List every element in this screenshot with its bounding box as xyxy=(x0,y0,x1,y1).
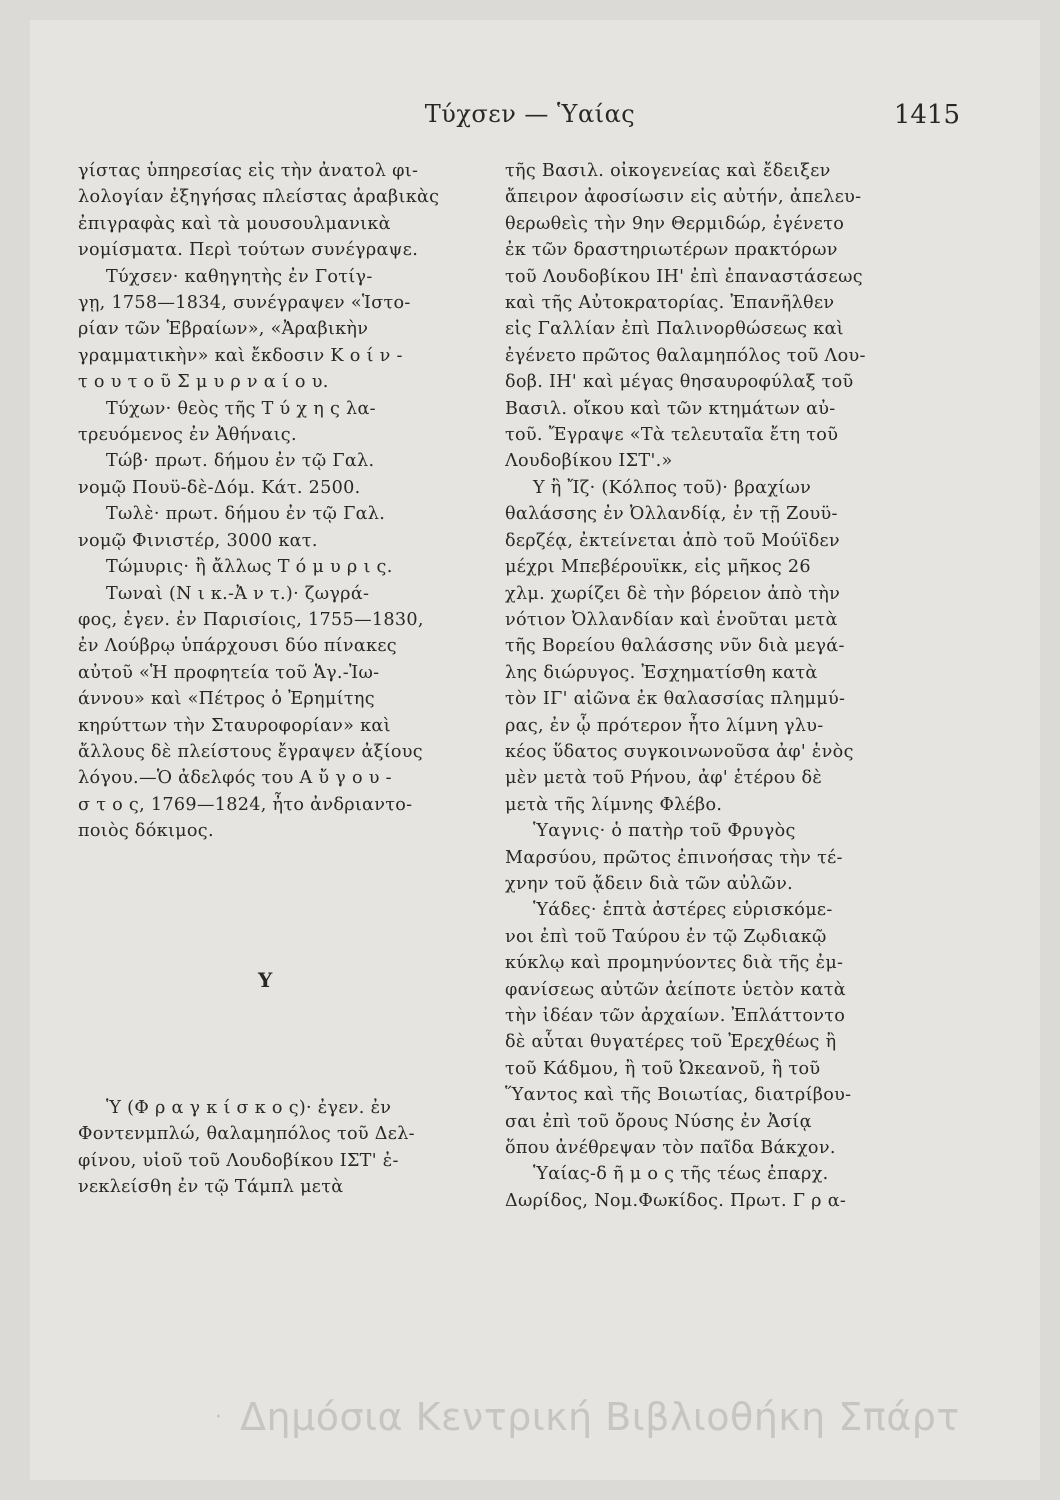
text-line: Φοντενμπλώ, θαλαμηπόλος τοῦ Δελ- xyxy=(78,1124,415,1145)
text-line: Δωρίδος, Νομ.Φωκίδος. Πρωτ. Γ ρ α- xyxy=(505,1190,847,1211)
left-column-continuation xyxy=(78,1095,468,1201)
watermark-dot: · xyxy=(215,1405,222,1430)
text-line: λολογίαν ἐξηγήσας πλείστας ἀραβικὰς xyxy=(78,187,440,208)
text-line: τοῦ Κάδμου, ἢ τοῦ Ὠκεανοῦ, ἢ τοῦ xyxy=(505,1058,821,1079)
page-header xyxy=(60,100,1000,150)
text-line: τὸν ΙΓ' αἰῶνα ἐκ θαλασσίας πλημμύ- xyxy=(505,689,846,710)
text-line: Ὑ (Φ ρ α γ κ ί σ κ ο ς)· ἐγεν. ἐν xyxy=(106,1098,392,1118)
text-line: τὴν ἰδέαν τῶν ἀρχαίων. Ἐπλάττοντο xyxy=(505,1006,846,1026)
text-line: τοῦ. Ἔγραψε «Τὰ τελευταῖα ἔτη τοῦ xyxy=(505,425,839,446)
text-line: ἐκ τῶν δραστηριωτέρων πρακτόρων xyxy=(505,240,838,261)
left-column xyxy=(78,158,468,845)
text-line: Ὑαίας-δ ῆ μ ο ς τῆς τέως ἐπαρχ. xyxy=(533,1164,829,1185)
text-line: Τωλὲ· πρωτ. δήμου ἐν τῷ Γαλ. xyxy=(106,504,386,525)
library-watermark: Δημόσια Κεντρική Βιβλιοθήκη Σπάρτ xyxy=(240,1395,960,1439)
text-line: Τώμυρις· ἢ ἄλλως Τ ό μ υ ρ ι ς. xyxy=(106,557,393,578)
text-line: τοῦ Λουδοβίκου ΙΗ' ἐπὶ ἐπαναστάσεως xyxy=(505,266,863,287)
text-line: Τύχων· θεὸς τῆς Τ ύ χ η ς λα- xyxy=(106,398,376,419)
text-line: κέος ὕδατος συγκοινωνοῦσα ἀφ' ἑνὸς xyxy=(505,741,854,762)
text-line: γῃ, 1758—1834, συνέγραψεν «Ἱστο- xyxy=(78,293,411,314)
text-line: αὐτοῦ «Ἡ προφητεία τοῦ Ἁγ.-Ἰω- xyxy=(78,662,380,683)
text-line: ποιὸς δόκιμος. xyxy=(78,821,214,842)
text-line: δὲ αὗται θυγατέρες τοῦ Ἐρεχθέως ἢ xyxy=(505,1032,837,1053)
text-line: θαλάσσης ἐν Ὀλλανδίᾳ, ἐν τῇ Ζουϋ- xyxy=(505,504,838,525)
text-line: ρίαν τῶν Ἑβραίων», «Ἀραβικὴν xyxy=(78,319,369,340)
text-line: ἄλλους δὲ πλείστους ἔγραψεν ἀξίους xyxy=(78,741,423,762)
text-line: Βασιλ. οἴκου καὶ τῶν κτημάτων αὐ- xyxy=(505,398,836,419)
text-line: χλμ. χωρίζει δὲ τὴν βόρειον ἀπὸ τὴν xyxy=(505,583,841,604)
text-line: Τώβ· πρωτ. δήμου ἐν τῷ Γαλ. xyxy=(106,451,375,472)
text-line: Τύχσεν· καθηγητὴς ἐν Γοτίγ- xyxy=(106,266,373,287)
text-line: φανίσεως αὐτῶν ἀείποτε ὑετὸν κατὰ xyxy=(505,979,846,1000)
text-line: νότιον Ὀλλανδίαν καὶ ἑνοῦται μετὰ xyxy=(505,609,838,630)
text-line: μὲν μετὰ τοῦ Ρήνου, ἀφ' ἑτέρου δὲ xyxy=(505,768,823,789)
text-line: λης διώρυγος. Ἐσχηματίσθη κατὰ xyxy=(505,662,818,683)
text-line: φίνου, υἱοῦ τοῦ Λουδοβίκου ΙΣΤ' ἐ- xyxy=(78,1150,399,1171)
text-line: εἰς Γαλλίαν ἐπὶ Παλινορθώσεως καὶ xyxy=(505,319,844,340)
text-line: σ τ ο ς, 1769—1824, ἦτο ἀνδριαντο- xyxy=(78,794,413,815)
text-line: Υ ἢ Ἴζ· (Κόλπος τοῦ)· βραχίων xyxy=(533,477,812,498)
running-title: Τύχσεν — Ὑαίας xyxy=(424,100,636,128)
text-line: τ ο υ τ ο ῦ Σ μ υ ρ ν α ί ο υ. xyxy=(78,372,329,393)
text-line: ἐπιγραφὰς καὶ τὰ μουσουλμανικὰ xyxy=(78,213,391,234)
text-line: τρευόμενος ἐν Ἀθήναις. xyxy=(78,425,297,446)
text-line: ρας, ἐν ᾧ πρότερον ἦτο λίμνη γλυ- xyxy=(505,715,824,736)
text-line: ἄπειρον ἀφοσίωσιν εἰς αὐτήν, ἀπελευ- xyxy=(505,187,862,208)
text-line: χνην τοῦ ᾄδειν διὰ τῶν αὐλῶν. xyxy=(505,873,793,894)
text-line: ἐγένετο πρῶτος θαλαμηπόλος τοῦ Λου- xyxy=(505,345,866,366)
text-line: ὅπου ἀνέθρεψαν τὸν παῖδα Βάκχον. xyxy=(505,1138,836,1159)
text-line: δερζέᾳ, ἐκτείνεται ἀπὸ τοῦ Μούϊδεν xyxy=(505,530,840,551)
text-line: ἐν Λούβρῳ ὑπάρχουσι δύο πίνακες xyxy=(78,636,397,657)
text-line: Τωναὶ (Ν ι κ.-Ἀ ν τ.)· ζωγρά- xyxy=(106,583,370,604)
text-line: νομῷ Πουϋ-δὲ-Δόμ. Κάτ. 2500. xyxy=(78,477,361,498)
text-line: Μαρσύου, πρῶτος ἐπινοήσας τὴν τέ- xyxy=(505,847,843,868)
text-line: νοι ἐπὶ τοῦ Ταύρου ἐν τῷ Ζῳδιακῷ xyxy=(505,926,827,947)
text-line: δοβ. ΙΗ' καὶ μέγας θησαυροφύλαξ τοῦ xyxy=(505,372,854,393)
text-line: θερωθεὶς τὴν 9ην Θερμιδώρ, ἐγένετο xyxy=(505,213,845,234)
text-line: κηρύττων τὴν Σταυροφορίαν» καὶ xyxy=(78,715,391,736)
right-column xyxy=(505,158,875,1214)
text-line: γίστας ὑπηρεσίας εἰς τὴν ἀνατολ φι- xyxy=(78,161,419,181)
text-line: σαι ἐπὶ τοῦ ὄρους Νύσης ἐν Ἀσίᾳ xyxy=(505,1111,812,1132)
section-letter: Υ xyxy=(258,968,273,992)
text-line: τῆς Βορείου θαλάσσης νῦν διὰ μεγά- xyxy=(505,636,845,657)
text-line: νεκλείσθη ἐν τῷ Τάμπλ μετὰ xyxy=(78,1177,344,1198)
text-line: καὶ τῆς Αὐτοκρατορίας. Ἐπανῆλθεν xyxy=(505,293,835,314)
text-line: μετὰ τῆς λίμνης Φλέβο. xyxy=(505,794,723,815)
text-line: νομῷ Φινιστέρ, 3000 κατ. xyxy=(78,530,318,551)
text-line: Λουδοβίκου ΙΣΤ'.» xyxy=(505,451,673,472)
text-line: Ὕαντος καὶ τῆς Βοιωτίας, διατρίβου- xyxy=(505,1085,852,1106)
text-line: Ὑαγνις· ὁ πατὴρ τοῦ Φρυγὸς xyxy=(533,821,796,842)
text-line: μέχρι Μπεβέρουϊκκ, εἰς μῆκος 26 xyxy=(505,557,811,578)
text-line: γραμματικὴν» καὶ ἔκδοσιν Κ ο ί ν - xyxy=(78,345,403,366)
text-line: λόγου.—Ὁ ἀδελφός του Α ὔ γ ο υ - xyxy=(78,768,392,789)
text-line: φος, ἐγεν. ἐν Παρισίοις, 1755—1830, xyxy=(78,609,424,630)
text-line: Ὑάδες· ἑπτὰ ἀστέρες εὑρισκόμε- xyxy=(533,900,833,921)
page-number: 1415 xyxy=(893,100,960,130)
text-line: τῆς Βασιλ. οἰκογενείας καὶ ἔδειξεν xyxy=(505,161,831,181)
text-line: νομίσματα. Περὶ τούτων συνέγραψε. xyxy=(78,240,419,261)
text-line: άννου» καὶ «Πέτρος ὁ Ἐρημίτης xyxy=(78,689,375,710)
text-line: κύκλῳ καὶ προμηνύοντες διὰ τῆς ἐμ- xyxy=(505,953,844,974)
